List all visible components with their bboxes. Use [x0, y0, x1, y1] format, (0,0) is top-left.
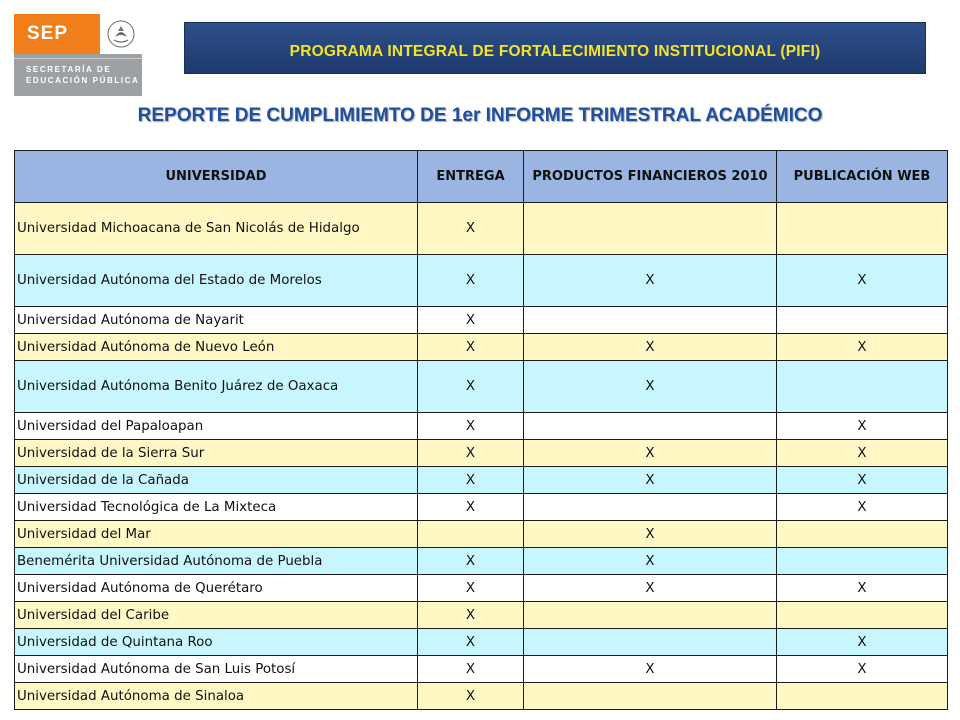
cell-productos: X	[524, 334, 777, 361]
cell-web	[777, 361, 948, 413]
sep-name-line2: EDUCACIÓN PÚBLICA	[26, 76, 140, 85]
cell-productos: X	[524, 521, 777, 548]
cell-web: X	[777, 575, 948, 602]
cell-entrega: X	[418, 307, 524, 334]
table-row	[15, 494, 948, 521]
cell-productos	[524, 494, 777, 521]
cell-web	[777, 602, 948, 629]
cell-web	[777, 521, 948, 548]
cell-universidad: Universidad del Papaloapan	[15, 413, 418, 440]
sep-name	[26, 64, 139, 86]
cell-entrega: X	[418, 440, 524, 467]
cell-universidad: Universidad Michoacana de San Nicolás de Hidalgo	[15, 203, 418, 255]
cell-universidad: Benemérita Universidad Autónoma de Puebla	[15, 548, 418, 575]
compliance-table	[14, 150, 948, 710]
header-productos: PRODUCTOS FINANCIEROS 2010	[524, 151, 777, 203]
cell-productos: X	[524, 575, 777, 602]
cell-productos: X	[524, 548, 777, 575]
cell-entrega: X	[418, 683, 524, 710]
table-row	[15, 334, 948, 361]
cell-productos: X	[524, 467, 777, 494]
table-row	[15, 440, 948, 467]
cell-entrega: X	[418, 629, 524, 656]
cell-web: X	[777, 656, 948, 683]
cell-productos	[524, 602, 777, 629]
cell-entrega: X	[418, 203, 524, 255]
cell-entrega: X	[418, 602, 524, 629]
cell-entrega: X	[418, 467, 524, 494]
cell-universidad: Universidad del Caribe	[15, 602, 418, 629]
mexico-seal-icon	[100, 14, 142, 54]
table-row	[15, 629, 948, 656]
table-row	[15, 307, 948, 334]
table-row	[15, 255, 948, 307]
banner-text: PROGRAMA INTEGRAL DE FORTALECIMIENTO INSTITUCIONAL (PIFI)	[289, 43, 821, 60]
cell-universidad: Universidad de Quintana Roo	[15, 629, 418, 656]
table-header-row	[15, 151, 948, 203]
table-row	[15, 203, 948, 255]
cell-entrega: X	[418, 413, 524, 440]
cell-productos: X	[524, 255, 777, 307]
cell-universidad: Universidad Autónoma de Querétaro	[15, 575, 418, 602]
cell-entrega: X	[418, 255, 524, 307]
cell-universidad: Universidad Autónoma del Estado de Morelos	[15, 255, 418, 307]
cell-entrega	[418, 521, 524, 548]
header-web: PUBLICACIÓN WEB	[777, 151, 948, 203]
cell-productos: X	[524, 440, 777, 467]
cell-productos	[524, 413, 777, 440]
cell-universidad: Universidad Tecnológica de La Mixteca	[15, 494, 418, 521]
cell-web	[777, 203, 948, 255]
cell-universidad: Universidad Autónoma de Nayarit	[15, 307, 418, 334]
cell-web: X	[777, 255, 948, 307]
cell-entrega: X	[418, 494, 524, 521]
cell-productos	[524, 629, 777, 656]
cell-entrega: X	[418, 361, 524, 413]
table-row	[15, 413, 948, 440]
table-row	[15, 361, 948, 413]
cell-web	[777, 683, 948, 710]
cell-web: X	[777, 467, 948, 494]
cell-entrega: X	[418, 548, 524, 575]
cell-web: X	[777, 494, 948, 521]
cell-productos	[524, 683, 777, 710]
cell-universidad: Universidad de la Sierra Sur	[15, 440, 418, 467]
sep-name-line1: SECRETARÍA DE	[26, 65, 112, 74]
table-row	[15, 683, 948, 710]
cell-web: X	[777, 629, 948, 656]
table-row	[15, 656, 948, 683]
program-banner	[184, 22, 926, 74]
cell-web: X	[777, 334, 948, 361]
header-universidad: UNIVERSIDAD	[15, 151, 418, 203]
table-row	[15, 521, 948, 548]
sep-logo	[14, 14, 142, 96]
cell-productos	[524, 203, 777, 255]
cell-web	[777, 307, 948, 334]
cell-web: X	[777, 440, 948, 467]
table-row	[15, 467, 948, 494]
cell-entrega: X	[418, 656, 524, 683]
cell-entrega: X	[418, 334, 524, 361]
cell-universidad: Universidad Autónoma de Nuevo León	[15, 334, 418, 361]
cell-universidad: Universidad del Mar	[15, 521, 418, 548]
cell-universidad: Universidad Autónoma de Sinaloa	[15, 683, 418, 710]
cell-productos	[524, 307, 777, 334]
header-entrega: ENTREGA	[418, 151, 524, 203]
cell-web	[777, 548, 948, 575]
cell-universidad: Universidad de la Cañada	[15, 467, 418, 494]
table-body	[15, 203, 948, 710]
cell-productos: X	[524, 361, 777, 413]
report-title: REPORTE DE CUMPLIMIEMTO DE 1er INFORME TRIMESTRAL ACADÉMICO	[137, 105, 823, 126]
table-row	[15, 602, 948, 629]
cell-entrega: X	[418, 575, 524, 602]
cell-universidad: Universidad Autónoma Benito Juárez de Oaxaca	[15, 361, 418, 413]
table-row	[15, 548, 948, 575]
sep-brand: SEP	[14, 14, 100, 54]
table-row	[15, 575, 948, 602]
cell-productos: X	[524, 656, 777, 683]
logo-divider	[14, 58, 142, 59]
cell-universidad: Universidad Autónoma de San Luis Potosí	[15, 656, 418, 683]
cell-web: X	[777, 413, 948, 440]
